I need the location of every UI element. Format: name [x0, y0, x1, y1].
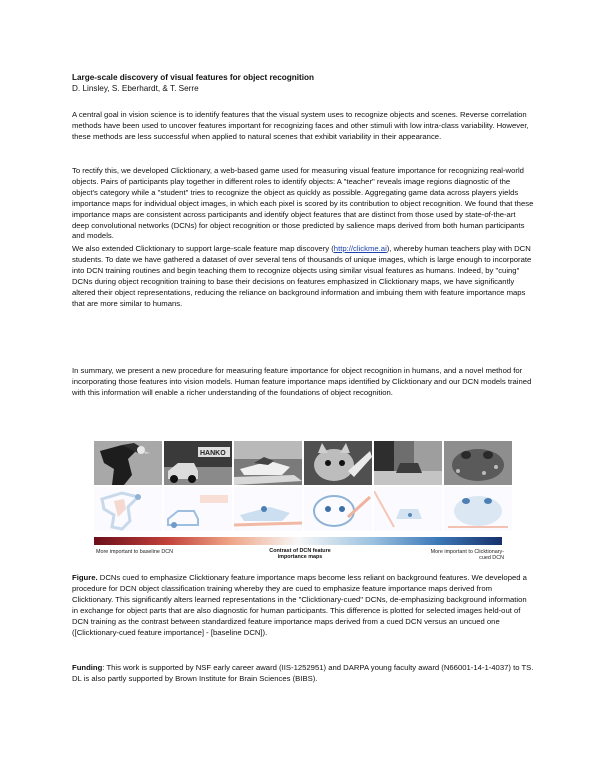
paragraph-extension-text-b: ), whereby human teachers play with DCN students. To date we have gathered a dataset of over several tens of thousands of unique images, which is large enough to incorporate into DCN training routines and begin teaching them to recognize objects using similar visual features as humans. Indeed, by "cuing" DCNs during object recognition training to base their decisions on features emphasized in Clicktionary maps, we have significantly altered their object representations, reducing the reliance on background information and imbuing them with feature importance maps that are more similar to humans. [72, 244, 532, 308]
paragraph-clicktionary: To rectify this, we developed Clicktionary, a web-based game used for measuring visual feature importance for recognizing real-world objects. Pairs of participants play together in different roles to identify objects: A "teacher" reveals image regions diagnostic of the object's category while a "student" tries to recognize the object as quickly as possible. Aggregating game data across players yields importance maps for individual object images, in which each pixel is scored by its contribution to object recognition. We found that these importance maps are consistent across participants and identify object features that are distinct from those used by state-of-the-art deep convolutional networks (DCNs) for object recognition or those predicted by salience maps derived from both human participants and models. [72, 166, 534, 241]
colorbar-mid-label: Contrast of DCN feature importance maps [269, 548, 331, 561]
speedboat-photo [234, 441, 302, 485]
svg-text:HANKO: HANKO [200, 450, 226, 457]
funding-lead: Funding [72, 663, 103, 672]
street-scene-photo [374, 441, 442, 485]
speedboat-heatmap [234, 487, 302, 531]
colorbar-right-label: More important to Clicktionary-cued DCN [430, 549, 504, 562]
funding-body: : This work is supported by NSF early career award (IIS-1252951) and DARPA young faculty award (N66001-14-1-4037) to TS. DL is also partly supported by Brown Institute for Brain Sciences (BIBS). [72, 663, 534, 683]
frog-heatmap [444, 487, 512, 531]
paragraph-intro: A central goal in vision science is to identify features that the visual system uses to recognize objects and scenes. Reverse correlation methods have been used to uncover features important for recognizing faces and other stimuli with low intra-class variability. However, these methods are less successful when applied to natural scenes that exhibit variability in their appearance. [72, 110, 529, 141]
clickme-link[interactable]: http://clickme.ai [333, 244, 387, 253]
paper-authors: D. Linsley, S. Eberhardt, & T. Serre [72, 84, 199, 93]
colorbar-left-label: More important to baseline DCN [96, 549, 173, 555]
cat-heatmap [304, 487, 372, 531]
figure-caption [72, 573, 534, 638]
frog-photo [444, 441, 512, 485]
paragraph-extension [72, 244, 534, 309]
paper-title: Large-scale discovery of visual features for object recognition [72, 73, 315, 82]
eagle-heatmap [94, 487, 162, 531]
eagle-photo [94, 441, 162, 485]
race-car-photo [164, 441, 232, 485]
paragraph-extension-text-a: We also extended Clicktionary to support large-scale feature map discovery ( [72, 244, 334, 253]
race-car-heatmap [164, 487, 232, 531]
figure-caption-lead: Figure. [72, 573, 98, 582]
colorbar [94, 537, 502, 545]
figure-caption-body: DCNs cued to emphasize Clicktionary feature importance maps become less reliant on background features. We developed a procedure for DCN object classification training whereby they are cued to emphasize feature importance maps derived from Clicktionary. This significantly alters learned representations in the "Clicktionary-cued" DCNs, de-emphasizing background information in exchange for object parts that are also diagnostic for human participants. This difference is plotted for selected images held-out of DCN training as the contrast between standardized feature importance maps derived from a cued DCN versus an uncued one ([Clicktionary-cued feature importance] - [baseline DCN]). [72, 573, 527, 637]
street-scene-heatmap [374, 487, 442, 531]
funding-note [72, 663, 534, 685]
figure [92, 441, 508, 572]
cat-photo [304, 441, 372, 485]
paragraph-summary: In summary, we present a new procedure for measuring feature importance for object recognition in humans, and a novel method for incorporating those features into vision models. Human feature importance maps identified by Clicktionary and our DCN models trained with this information will enable a richer understanding of the foundations of object recognition. [72, 366, 532, 397]
